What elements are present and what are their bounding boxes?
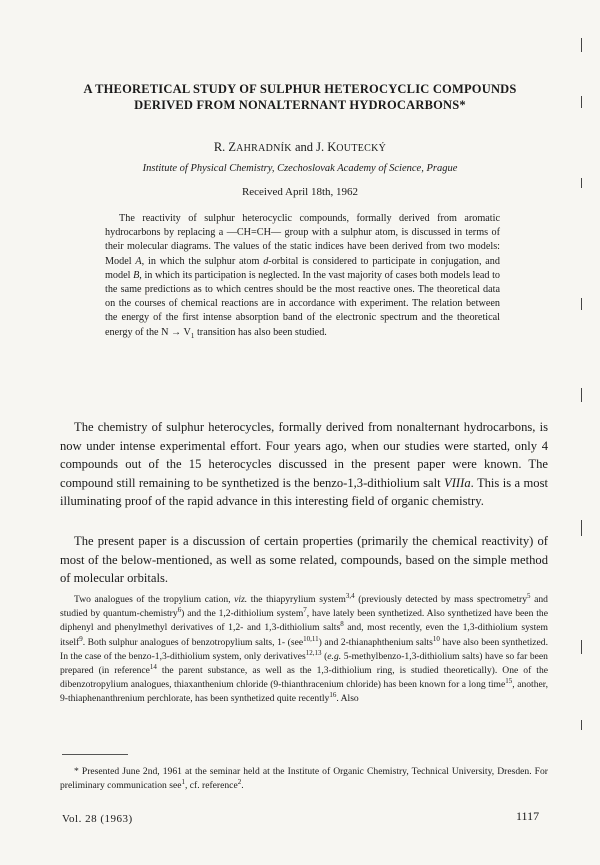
paragraph-text: and, most recently, even the 1,3-dithiolium system itself (60, 622, 548, 648)
paragraph-text: the parent substance, as well as the 1,3-dithiolium ring, is studied theoretically). One of the dibenzotropylium analogues, thiaxanthenium chloride (9-thianthracenium chloride) has been known for a long time (60, 665, 548, 691)
paragraph-text: 5-methylbenzo-1,3-dithiolium salts) have so far been prepared (in reference (60, 650, 548, 677)
reference-superscript: 8 (340, 620, 344, 629)
reference-superscript: 12,13 (305, 648, 322, 657)
reference-superscript: 6 (177, 606, 182, 615)
paragraph-text: and studied by quantum-chemistry (60, 594, 548, 620)
italic-eg: e.g. (327, 650, 342, 662)
scan-edge-mark (581, 640, 582, 654)
abstract-d-orbital: d (263, 255, 269, 267)
abstract-subscript: 1 (190, 331, 195, 340)
reference-superscript: 10,11 (303, 634, 319, 643)
paragraph-text: the thiapyrylium system (247, 594, 346, 605)
paragraph-text: , another, 9-thiaphenanthrenium perchlorate, has been synthetized quite recently (60, 679, 548, 705)
volume-info: Vol. 28 (1963) (62, 813, 133, 825)
reference-superscript: 3,4 (345, 591, 355, 600)
scan-edge-mark (581, 178, 582, 188)
reference-superscript: 14 (149, 662, 157, 671)
author-1-surname: AHRADNÍK (236, 143, 292, 154)
footnote (60, 765, 548, 793)
paragraph-text: have also been synthetized. In the case of the benzo-1,3-dithiolium system, only derivatives (60, 636, 548, 662)
italic-viz: viz. (234, 594, 248, 605)
author-2-initial: J. K (316, 140, 337, 154)
paragraph-text: ( (321, 650, 328, 662)
page-number: 1117 (516, 809, 540, 823)
reference-superscript: 7 (303, 606, 307, 615)
paragraph-text: Two analogues of the tropylium cation, (74, 594, 235, 605)
abstract-text: transition has also been studied. (194, 326, 327, 338)
footnote-divider (62, 754, 128, 755)
reference-superscript: 2 (237, 777, 242, 786)
abstract-text: , in which its participation is neglected. In the vast majority of cases both models lead to the same predictions as to which centres should be the most reactive ones. The theoretical data on the courses of chemical reactions are in accordance with experiment. The relation between the energy of the first intense absorption band of the electronic spectrum and the theoretical energy of the N → V (105, 269, 500, 338)
paragraph-text: , have lately been synthetized. Also synthetized have been the diphenyl and phenylmethyl derivatives of 1,2- and 1,3-dithiolium salts (60, 608, 548, 634)
reference-superscript: 16 (329, 691, 337, 700)
article-title-line-1: A THEORETICAL STUDY OF SULPHUR HETEROCYCLIC COMPOUNDS (83, 82, 517, 96)
scan-edge-mark (581, 388, 582, 402)
abstract-text: , in which the sulphur atom (141, 255, 264, 267)
paragraph-text: ) and the 1,2-dithiolium system (181, 608, 304, 620)
footnote-text: * Presented June 2nd, 1961 at the seminar held at the Institute of Organic Chemistry, Technical University, Dresden. For preliminary communication see (60, 766, 548, 791)
paragraph-text: The chemistry of sulphur heterocycles, formally derived from nonalternant hydrocarbons, is now under intense experimental effort. Four years ago, when our studies were started, only 4 compounds out of the 15 heterocycles discussed in the present paper were known. The compound still remaining to be synthetized is the benzo-1,3-dithiolium salt (60, 420, 548, 490)
authors-and: and (291, 140, 317, 154)
body-paragraph-1 (60, 418, 548, 511)
paragraph-text: (previously detected by mass spectrometry (354, 594, 528, 605)
paragraph-text: . Also (336, 693, 359, 705)
body-paragraph-3 (60, 593, 548, 707)
body-paragraph-2: The present paper is a discussion of certain properties (primarily the chemical reactivity) of most of the below-mentioned, as well as some related, compounds, based on the simple method of molecular orbitals. (60, 534, 548, 586)
scan-edge-mark (581, 520, 582, 536)
scan-edge-mark (581, 96, 582, 108)
footnote-text: . (241, 779, 244, 791)
paragraph-text: . Both sulphur analogues of benzotropylium salts, 1- (see (82, 636, 304, 648)
scan-edge-mark (581, 298, 582, 310)
scan-edge-mark (581, 720, 582, 730)
paragraph-text: ) and 2-thianaphthenium salts (318, 636, 433, 648)
received-date: Received April 18th, 1962 (241, 186, 359, 198)
paragraph-text: . This is a most illuminating proof of the rapid advance in this interesting field of organic chemistry. (60, 475, 548, 509)
abstract-model-b: B (133, 269, 140, 281)
abstract (105, 212, 500, 343)
scan-edge-mark (581, 38, 582, 52)
footnote-text: , cf. reference (184, 779, 238, 791)
author-1-initial: R. Z (213, 140, 237, 154)
reference-superscript: 5 (527, 591, 531, 600)
reference-superscript: 10 (432, 634, 440, 643)
abstract-text: The reactivity of sulphur heterocyclic compounds, formally derived from aromatic hydrocarbons by replacing a —CH=CH— group with a sulphur atom, is discussed in terms of their molecular diagrams. The values of the static indices have been derived from two models: Model (105, 213, 500, 267)
reference-superscript: 1 (181, 777, 185, 786)
abstract-model-a: A (135, 255, 142, 267)
author-2-surname: OUTECKÝ (336, 143, 387, 154)
article-title-line-2: DERIVED FROM NONALTERNANT HYDROCARBONS* (134, 98, 466, 112)
reference-superscript: 9 (79, 634, 83, 643)
institute-affiliation: Institute of Physical Chemistry, Czechoslovak Academy of Science, Prague (142, 163, 458, 174)
abstract-text: -orbital is considered to participate in conjugation, and model (105, 255, 500, 281)
authors (0, 140, 600, 155)
compound-label: VIIIa (444, 475, 471, 490)
reference-superscript: 15 (505, 677, 513, 686)
